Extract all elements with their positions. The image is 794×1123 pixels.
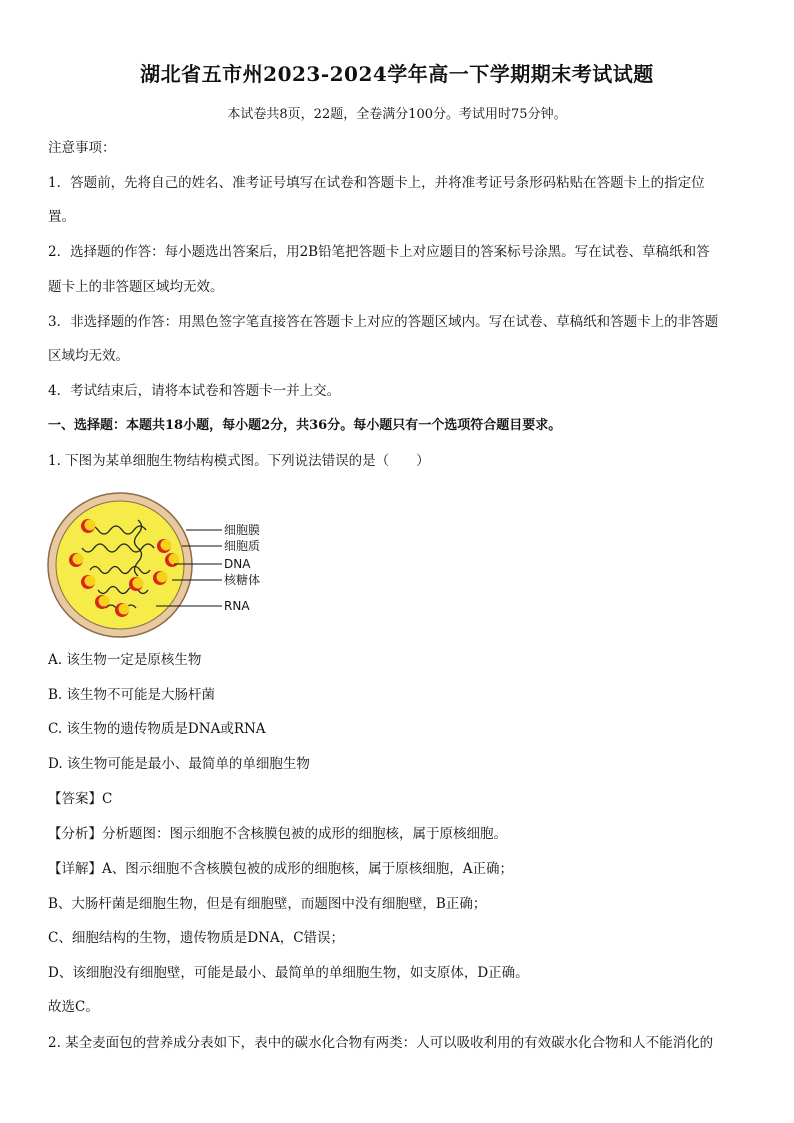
notice-item: 3．非选择题的作答：用黑色签字笔直接答在答题卡上对应的答题区域内。写在试卷、草稿纸和答题卡上的非答题 bbox=[48, 314, 719, 330]
page-title: 湖北省五市州2023-2024学年高一下学期期末考试试题 bbox=[140, 62, 654, 86]
detail-line: D、该细胞没有细胞壁，可能是最小、最简单的单细胞生物，如支原体，D正确。 bbox=[48, 965, 529, 981]
exam-subtitle: 本试卷共8页，22题，全卷满分100分。考试用时75分钟。 bbox=[227, 107, 567, 122]
conclusion: 故选C。 bbox=[48, 999, 99, 1015]
detail-line: B、大肠杆菌是细胞生物，但是有细胞壁，而题图中没有细胞壁，B正确； bbox=[48, 896, 487, 912]
option-a: A. 该生物一定是原核生物 bbox=[48, 652, 202, 668]
label-ribosome: 核糖体 bbox=[224, 573, 261, 587]
notice-item: 4．考试结束后，请将本试卷和答题卡一并上交。 bbox=[48, 383, 341, 399]
notice-heading: 注意事项： bbox=[48, 140, 116, 156]
notice-item: 置。 bbox=[48, 209, 75, 225]
notice-item: 区域均无效。 bbox=[48, 348, 129, 364]
analysis: 【分析】分析题图：图示细胞不含核膜包被的成形的细胞核，属于原核细胞。 bbox=[48, 826, 507, 842]
question-stem: 2. 某全麦面包的营养成分表如下，表中的碳水化合物有两类：人可以吸收利用的有效碳水化合物和人不能消化的 bbox=[48, 1035, 714, 1051]
label-cytoplasm: 细胞质 bbox=[224, 539, 261, 553]
label-rna: RNA bbox=[224, 599, 250, 613]
detail-line: 【详解】A、图示细胞不含核膜包被的成形的细胞核，属于原核细胞，A正确； bbox=[48, 861, 513, 877]
detail-line: C、细胞结构的生物，遗传物质是DNA，C错误； bbox=[48, 930, 345, 946]
notice-item: 题卡上的非答题区域均无效。 bbox=[48, 279, 224, 295]
notice-item: 1．答题前，先将自己的姓名、准考证号填写在试卷和答题卡上，并将准考证号条形码粘贴在答题卡上的指定位 bbox=[48, 175, 705, 191]
label-dna: DNA bbox=[224, 557, 251, 571]
question-stem: 1. 下图为某单细胞生物结构模式图。下列说法错误的是（ ） bbox=[48, 453, 430, 469]
label-cell-membrane: 细胞膜 bbox=[224, 523, 261, 537]
notice-item: 2．选择题的作答：每小题选出答案后，用2B铅笔把答题卡上对应题目的答案标号涂黑。写在试卷、草稿纸和答 bbox=[48, 244, 710, 260]
option-d: D. 该生物可能是最小、最简单的单细胞生物 bbox=[48, 756, 310, 772]
cell-structure-diagram bbox=[46, 490, 286, 640]
option-c: C. 该生物的遗传物质是DNA或RNA bbox=[48, 721, 266, 737]
option-b: B. 该生物不可能是大肠杆菌 bbox=[48, 687, 216, 703]
section-heading: 一、选择题：本题共18小题，每小题2分，共36分。每小题只有一个选项符合题目要求。 bbox=[48, 418, 562, 433]
answer: 【答案】C bbox=[48, 791, 113, 807]
